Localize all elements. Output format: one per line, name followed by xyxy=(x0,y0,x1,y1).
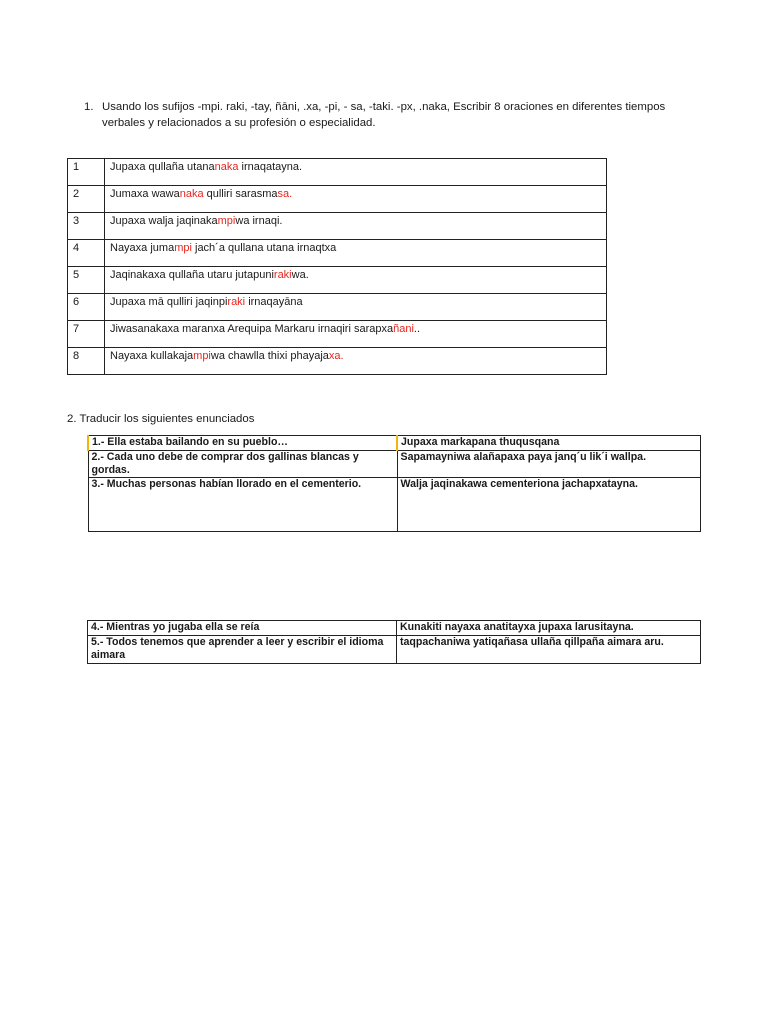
sentence-row xyxy=(68,294,607,321)
suffix-highlight: mpi xyxy=(174,242,192,254)
sentence-text xyxy=(105,159,607,186)
sentence-text xyxy=(105,213,607,240)
suffix-highlight: sa. xyxy=(277,188,293,200)
instruction-text: Usando los sufijos -mpi. raki, -tay, ñāni, .xa, -pi, - sa, -taki. -px, .naka, Escribir 8 oraciones en diferentes tiempos verbales y relacionados a su profesión o especialidad. xyxy=(102,101,666,129)
sentence-number: 4 xyxy=(68,240,105,267)
sentence-number: 2 xyxy=(68,186,105,213)
sentence-text xyxy=(105,186,607,213)
sentence-text xyxy=(105,348,607,375)
sentence-row xyxy=(68,213,607,240)
suffix-highlight: mpi xyxy=(193,350,211,362)
sentence-row xyxy=(68,321,607,348)
instruction-item xyxy=(84,99,704,131)
suffix-highlight: naka xyxy=(214,161,239,173)
sentence-number: 5 xyxy=(68,267,105,294)
sentence-number: 8 xyxy=(68,348,105,375)
sentence-fragment: irnaqayāna xyxy=(245,296,303,308)
instruction-number: 1. xyxy=(84,101,94,113)
sentence-row xyxy=(68,186,607,213)
sentence-fragment: Jupaxa mā qulliri jaqinpi xyxy=(110,296,228,308)
aymara-translation: Jupaxa markapana thuqusqana xyxy=(397,436,701,451)
translation-row xyxy=(88,621,701,636)
sentence-number: 6 xyxy=(68,294,105,321)
sentence-fragment: Nayaxa kullakaja xyxy=(110,350,194,362)
sentence-row xyxy=(68,348,607,375)
section2-title: 2. Traducir los siguientes enunciados xyxy=(67,413,255,425)
sentence-fragment: wa chawlla thixi phayaja xyxy=(210,350,329,362)
sentence-text xyxy=(105,240,607,267)
sentence-fragment: qulliri sarasma xyxy=(203,188,278,200)
spanish-sentence: 1.- Ella estaba bailando en su pueblo… xyxy=(88,436,397,451)
aymara-translation: Walja jaqinakawa cementeriona jachapxatayna. xyxy=(397,478,701,532)
sentence-fragment: Jupaxa qullaña utana xyxy=(110,161,215,173)
sentence-row xyxy=(68,267,607,294)
sentence-fragment: Jaqinakaxa qullaña utaru jutapuni xyxy=(110,269,274,281)
sentence-number: 1 xyxy=(68,159,105,186)
sentence-fragment: .. xyxy=(413,323,421,335)
sentences-table xyxy=(67,158,607,375)
translation-row xyxy=(88,451,701,478)
translation-row xyxy=(88,436,701,451)
sentence-text xyxy=(105,267,607,294)
sentence-fragment: irnaqatayna. xyxy=(238,161,303,173)
spanish-sentence: 2.- Cada uno debe de comprar dos gallinas blancas y gordas. xyxy=(88,451,397,478)
suffix-highlight: ñani xyxy=(393,323,414,335)
suffix-highlight: raki xyxy=(273,269,292,281)
suffix-highlight: xa. xyxy=(328,350,344,362)
sentence-fragment: Jiwasanakaxa maranxa Arequipa Markaru irnaqiri sarapxa xyxy=(110,323,394,335)
sentence-fragment: wa irnaqi. xyxy=(235,215,283,227)
sentence-row xyxy=(68,159,607,186)
spanish-sentence: 3.- Muchas personas habían llorado en el cementerio. xyxy=(88,478,397,532)
sentence-number: 3 xyxy=(68,213,105,240)
suffix-highlight: raki xyxy=(227,296,246,308)
suffix-highlight: mpi xyxy=(217,215,236,227)
spanish-sentence: 5.- Todos tenemos que aprender a leer y escribir el idioma aimara xyxy=(88,636,397,664)
aymara-translation: taqpachaniwa yatiqañasa ullaña qillpaña aimara aru. xyxy=(397,636,701,664)
spanish-sentence: 4.- Mientras yo jugaba ella se reía xyxy=(88,621,397,636)
sentence-fragment: wa. xyxy=(291,269,309,281)
suffix-highlight: naka xyxy=(179,188,204,200)
translation-table-2 xyxy=(87,620,701,664)
sentence-text xyxy=(105,321,607,348)
sentence-fragment: jach´a qullana utana irnaqtxa xyxy=(191,242,337,254)
sentence-number: 7 xyxy=(68,321,105,348)
translation-row xyxy=(88,478,701,532)
sentence-text xyxy=(105,294,607,321)
sentence-fragment: Jumaxa wawa xyxy=(110,188,180,200)
sentence-fragment: Jupaxa walja jaqinaka xyxy=(110,215,218,227)
translation-row xyxy=(88,636,701,664)
translation-table-1 xyxy=(87,435,701,532)
sentence-fragment: Nayaxa juma xyxy=(110,242,175,254)
aymara-translation: Kunakiti nayaxa anatitayxa jupaxa larusitayna. xyxy=(397,621,701,636)
sentence-row xyxy=(68,240,607,267)
aymara-translation: Sapamayniwa alañapaxa paya janq´u lik´i wallpa. xyxy=(397,451,701,478)
